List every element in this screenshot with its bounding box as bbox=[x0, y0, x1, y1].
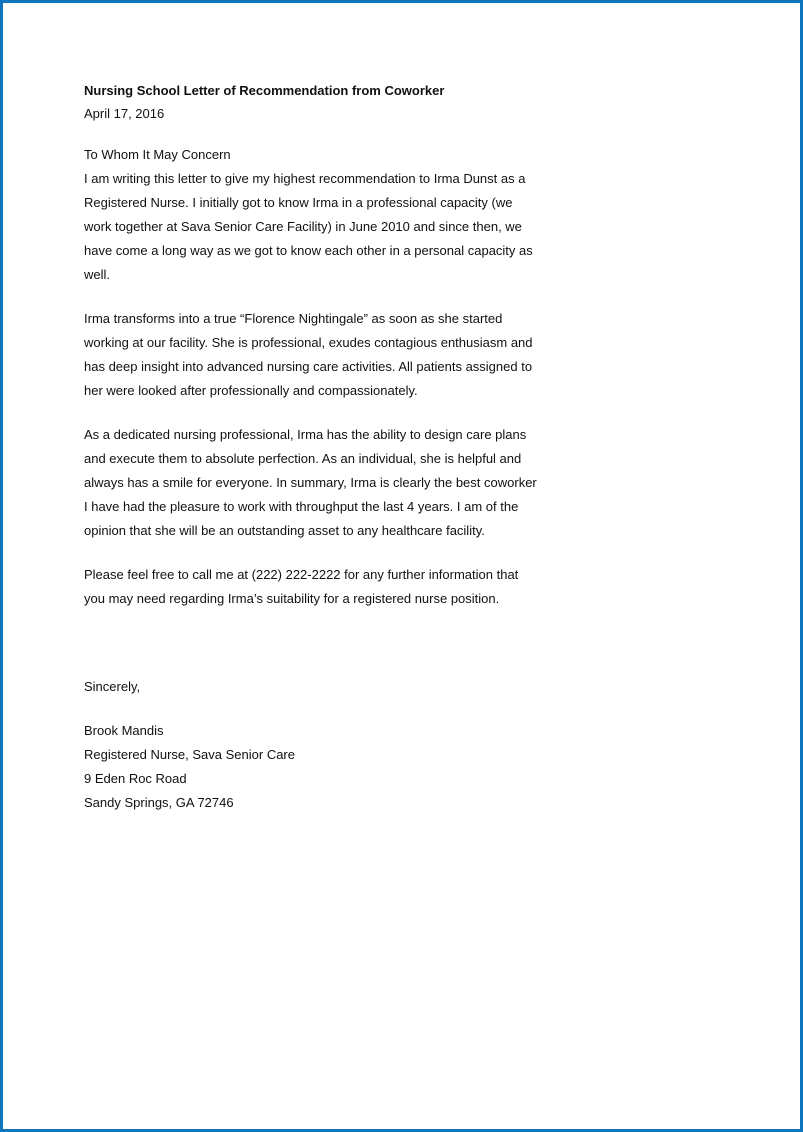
paragraph-line: work together at Sava Senior Care Facility) in June 2010 and since then, we bbox=[84, 219, 522, 234]
letter-document bbox=[84, 82, 584, 815]
paragraph-line: opinion that she will be an outstanding asset to any healthcare facility. bbox=[84, 523, 485, 538]
paragraph-2 bbox=[84, 307, 584, 403]
paragraph-line: Please feel free to call me at (222) 222-2222 for any further information that bbox=[84, 567, 519, 582]
signature-block bbox=[84, 719, 584, 815]
paragraph-line: you may need regarding Irma’s suitability for a registered nurse position. bbox=[84, 591, 500, 606]
paragraph-line: her were looked after professionally and compassionately. bbox=[84, 383, 418, 398]
paragraph-4 bbox=[84, 563, 584, 611]
paragraph-line: As a dedicated nursing professional, Irma has the ability to design care plans bbox=[84, 427, 527, 442]
address-line-2: Sandy Springs, GA 72746 bbox=[84, 795, 234, 810]
paragraph-line: Registered Nurse. I initially got to know Irma in a professional capacity (we bbox=[84, 195, 513, 210]
paragraph-line: and execute them to absolute perfection. As an individual, she is helpful and bbox=[84, 451, 522, 466]
salutation: To Whom It May Concern bbox=[84, 147, 231, 162]
closing: Sincerely, bbox=[84, 679, 141, 694]
address-line-1: 9 Eden Roc Road bbox=[84, 771, 187, 786]
paragraph-line: Irma transforms into a true “Florence Nightingale” as soon as she started bbox=[84, 311, 503, 326]
paragraph-1 bbox=[84, 167, 584, 287]
paragraph-line: working at our facility. She is professional, exudes contagious enthusiasm and bbox=[84, 335, 533, 350]
signer-position: Registered Nurse, Sava Senior Care bbox=[84, 747, 295, 762]
paragraph-line: I am writing this letter to give my highest recommendation to Irma Dunst as a bbox=[84, 171, 526, 186]
paragraph-line: has deep insight into advanced nursing care activities. All patients assigned to bbox=[84, 359, 533, 374]
paragraph-3 bbox=[84, 423, 584, 543]
letter-title: Nursing School Letter of Recommendation from Coworker bbox=[84, 83, 445, 98]
paragraph-line: always has a smile for everyone. In summary, Irma is clearly the best coworker bbox=[84, 475, 537, 490]
paragraph-line: well. bbox=[84, 267, 111, 282]
signer-name: Brook Mandis bbox=[84, 723, 164, 738]
paragraph-line: have come a long way as we got to know each other in a personal capacity as bbox=[84, 243, 533, 258]
letter-date: April 17, 2016 bbox=[84, 106, 165, 121]
paragraph-line: I have had the pleasure to work with throughput the last 4 years. I am of the bbox=[84, 499, 519, 514]
